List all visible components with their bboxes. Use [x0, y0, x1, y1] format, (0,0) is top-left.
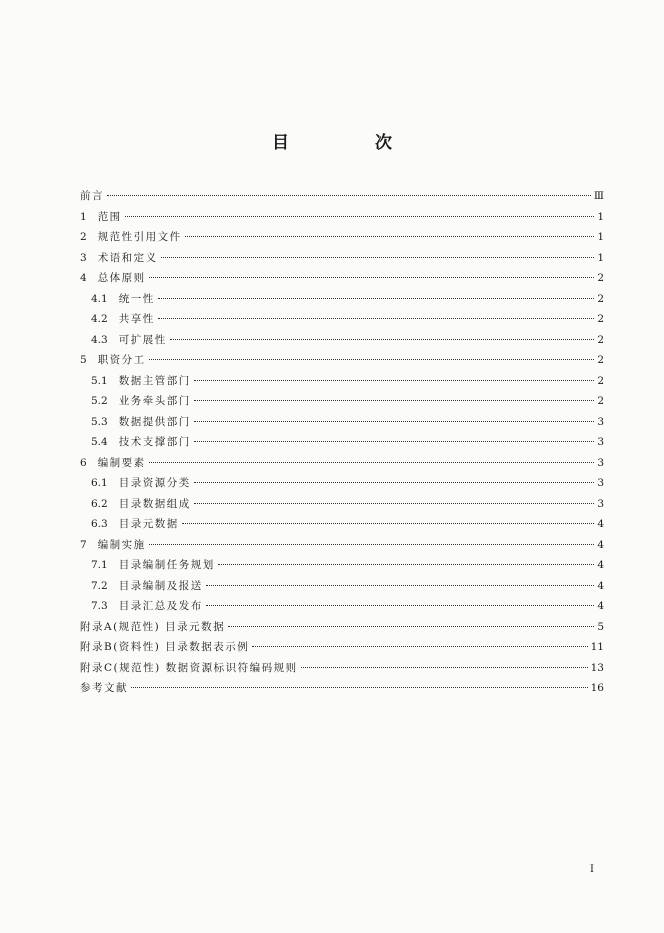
toc-entry-label: 数据主管部门 [118, 374, 191, 387]
toc-dot-leader [206, 605, 595, 606]
toc-entry-label: 附录C(规范性) 数据资源标识符编码规则 [80, 661, 298, 674]
toc-entry-number: 4 [80, 272, 87, 284]
toc-entry-number: 6.3 [91, 518, 108, 530]
toc-dot-leader [185, 236, 595, 237]
toc-dot-leader [131, 687, 588, 688]
toc-entry-number: 7.2 [91, 579, 108, 592]
toc-entry-number: 3 [80, 251, 87, 264]
toc-dot-leader [161, 257, 595, 258]
toc-entry-page: 4 [597, 600, 604, 612]
toc-entry[interactable] [80, 350, 604, 371]
toc-entry[interactable] [80, 309, 604, 330]
toc-entry-page: 13 [590, 661, 604, 674]
toc-entry[interactable] [80, 658, 604, 679]
toc-entry-page: 1 [597, 210, 604, 223]
toc-entry[interactable] [80, 412, 604, 433]
toc-entry-label: 数据提供部门 [118, 415, 191, 428]
toc-entry-page: 2 [597, 292, 604, 305]
toc-entry[interactable] [80, 473, 604, 494]
toc-entry[interactable] [80, 494, 604, 515]
toc-entry-page: 3 [597, 497, 604, 510]
toc-entry-page: 4 [597, 559, 604, 571]
toc-entry-label: 职资分工 [97, 354, 146, 366]
toc-entry-page: 3 [597, 415, 604, 428]
toc-entry-label: 总体原则 [97, 272, 146, 284]
toc-entry-page: 2 [597, 333, 604, 346]
toc-dot-leader [125, 216, 595, 217]
toc-entry-label: 附录A(规范性) 目录元数据 [80, 620, 226, 633]
toc-entry-label: 前言 [80, 190, 104, 202]
toc-entry-label: 编制实施 [97, 538, 146, 551]
toc-entry-label: 目录元数据 [118, 518, 179, 530]
toc-entry-label: 共享性 [118, 313, 155, 325]
toc-entry[interactable] [80, 248, 604, 269]
toc-dot-leader [218, 564, 595, 565]
toc-entry[interactable] [80, 432, 604, 453]
toc-entry-page: 4 [597, 538, 604, 551]
toc-entry-label: 目录编制任务规划 [118, 559, 215, 571]
toc-entry-label: 目录编制及报送 [118, 579, 203, 592]
toc-entry[interactable] [80, 555, 604, 576]
toc-entry-label: 术语和定义 [97, 251, 158, 264]
toc-entry[interactable] [80, 535, 604, 556]
toc-entry[interactable] [80, 514, 604, 535]
toc-entry-number: 4.3 [91, 333, 108, 346]
toc-entry-page: 16 [590, 682, 604, 694]
toc-entry-label: 编制要素 [97, 456, 146, 469]
toc-entry-number: 7.1 [91, 559, 108, 571]
toc-entry-number: 5.1 [91, 374, 108, 387]
toc-entry[interactable] [80, 453, 604, 474]
toc-entry-page: 4 [597, 518, 604, 530]
toc-entry-page: 2 [597, 395, 604, 407]
toc-entry-label: 统一性 [118, 292, 155, 305]
toc-entry-page: 11 [590, 641, 604, 653]
toc-entry-label: 业务牵头部门 [118, 395, 191, 407]
toc-dot-leader [149, 277, 595, 278]
toc-entry-number: 6 [80, 456, 87, 469]
toc-entry-label: 目录数据组成 [118, 497, 191, 510]
toc-entry-number: 4.1 [91, 292, 108, 305]
page-number: I [590, 864, 594, 875]
toc-entry[interactable] [80, 637, 604, 658]
toc-dot-leader [194, 421, 595, 422]
toc-entry[interactable] [80, 268, 604, 289]
toc-entry-page: 3 [597, 436, 604, 448]
toc-entry-number: 4.2 [91, 313, 108, 325]
toc-dot-leader [206, 585, 595, 586]
toc-dot-leader [158, 318, 595, 319]
toc-entry-number: 6.2 [91, 497, 108, 510]
toc-entry[interactable] [80, 617, 604, 638]
toc-dot-leader [170, 339, 595, 340]
toc-entry-label: 可扩展性 [118, 333, 167, 346]
toc-entry-page: 3 [597, 456, 604, 469]
toc-entry[interactable] [80, 207, 604, 228]
toc-entry-number: 1 [80, 210, 87, 223]
toc-entry-number: 5.3 [91, 415, 108, 428]
toc-entry-number: 7.3 [91, 600, 108, 612]
toc-dot-leader [182, 523, 595, 524]
toc-entry[interactable] [80, 596, 604, 617]
toc-entry-label: 目录资源分类 [118, 477, 191, 489]
toc-entry-number: 5.2 [91, 395, 108, 407]
toc-entry-number: 5 [80, 354, 87, 366]
toc-dot-leader [149, 359, 595, 360]
toc-entry-label: 技术支撑部门 [118, 436, 191, 448]
toc-entry[interactable] [80, 289, 604, 310]
toc-entry-page: 4 [597, 579, 604, 592]
toc-entry[interactable] [80, 330, 604, 351]
table-of-contents [80, 186, 604, 699]
toc-dot-leader [194, 400, 595, 401]
toc-entry-label: 范围 [97, 210, 122, 223]
toc-dot-leader [228, 626, 594, 627]
page-title: 目 次 [272, 133, 432, 153]
toc-entry-number: 6.1 [91, 477, 108, 489]
toc-entry-label: 目录汇总及发布 [118, 600, 203, 612]
toc-entry-page: 2 [597, 354, 604, 366]
toc-entry[interactable] [80, 678, 604, 699]
toc-entry-page: Ⅲ [593, 190, 604, 202]
toc-entry[interactable] [80, 391, 604, 412]
toc-dot-leader [252, 646, 587, 647]
toc-entry[interactable] [80, 576, 604, 597]
toc-entry-page: 5 [597, 620, 604, 633]
toc-entry-label: 参考文献 [80, 682, 128, 694]
toc-dot-leader [194, 482, 595, 483]
toc-entry-page: 1 [597, 231, 604, 243]
toc-entry-number: 5.4 [91, 436, 108, 448]
toc-entry-number: 7 [80, 538, 87, 551]
toc-dot-leader [194, 380, 595, 381]
toc-dot-leader [194, 503, 595, 504]
toc-entry-page: 3 [597, 477, 604, 489]
toc-entry-label: 附录B(资料性) 目录数据表示例 [80, 641, 250, 653]
toc-dot-leader [107, 195, 591, 196]
toc-entry-page: 2 [597, 313, 604, 325]
toc-dot-leader [158, 298, 595, 299]
toc-dot-leader [194, 441, 595, 442]
toc-entry-page: 2 [597, 374, 604, 387]
toc-dot-leader [301, 667, 588, 668]
toc-entry[interactable] [80, 186, 604, 207]
toc-entry-number: 2 [80, 231, 87, 243]
toc-entry-page: 2 [597, 272, 604, 284]
toc-entry[interactable] [80, 227, 604, 248]
toc-entry-page: 1 [597, 251, 604, 264]
toc-dot-leader [149, 544, 595, 545]
toc-entry[interactable] [80, 371, 604, 392]
toc-entry-label: 规范性引用文件 [97, 231, 182, 243]
toc-dot-leader [149, 462, 595, 463]
